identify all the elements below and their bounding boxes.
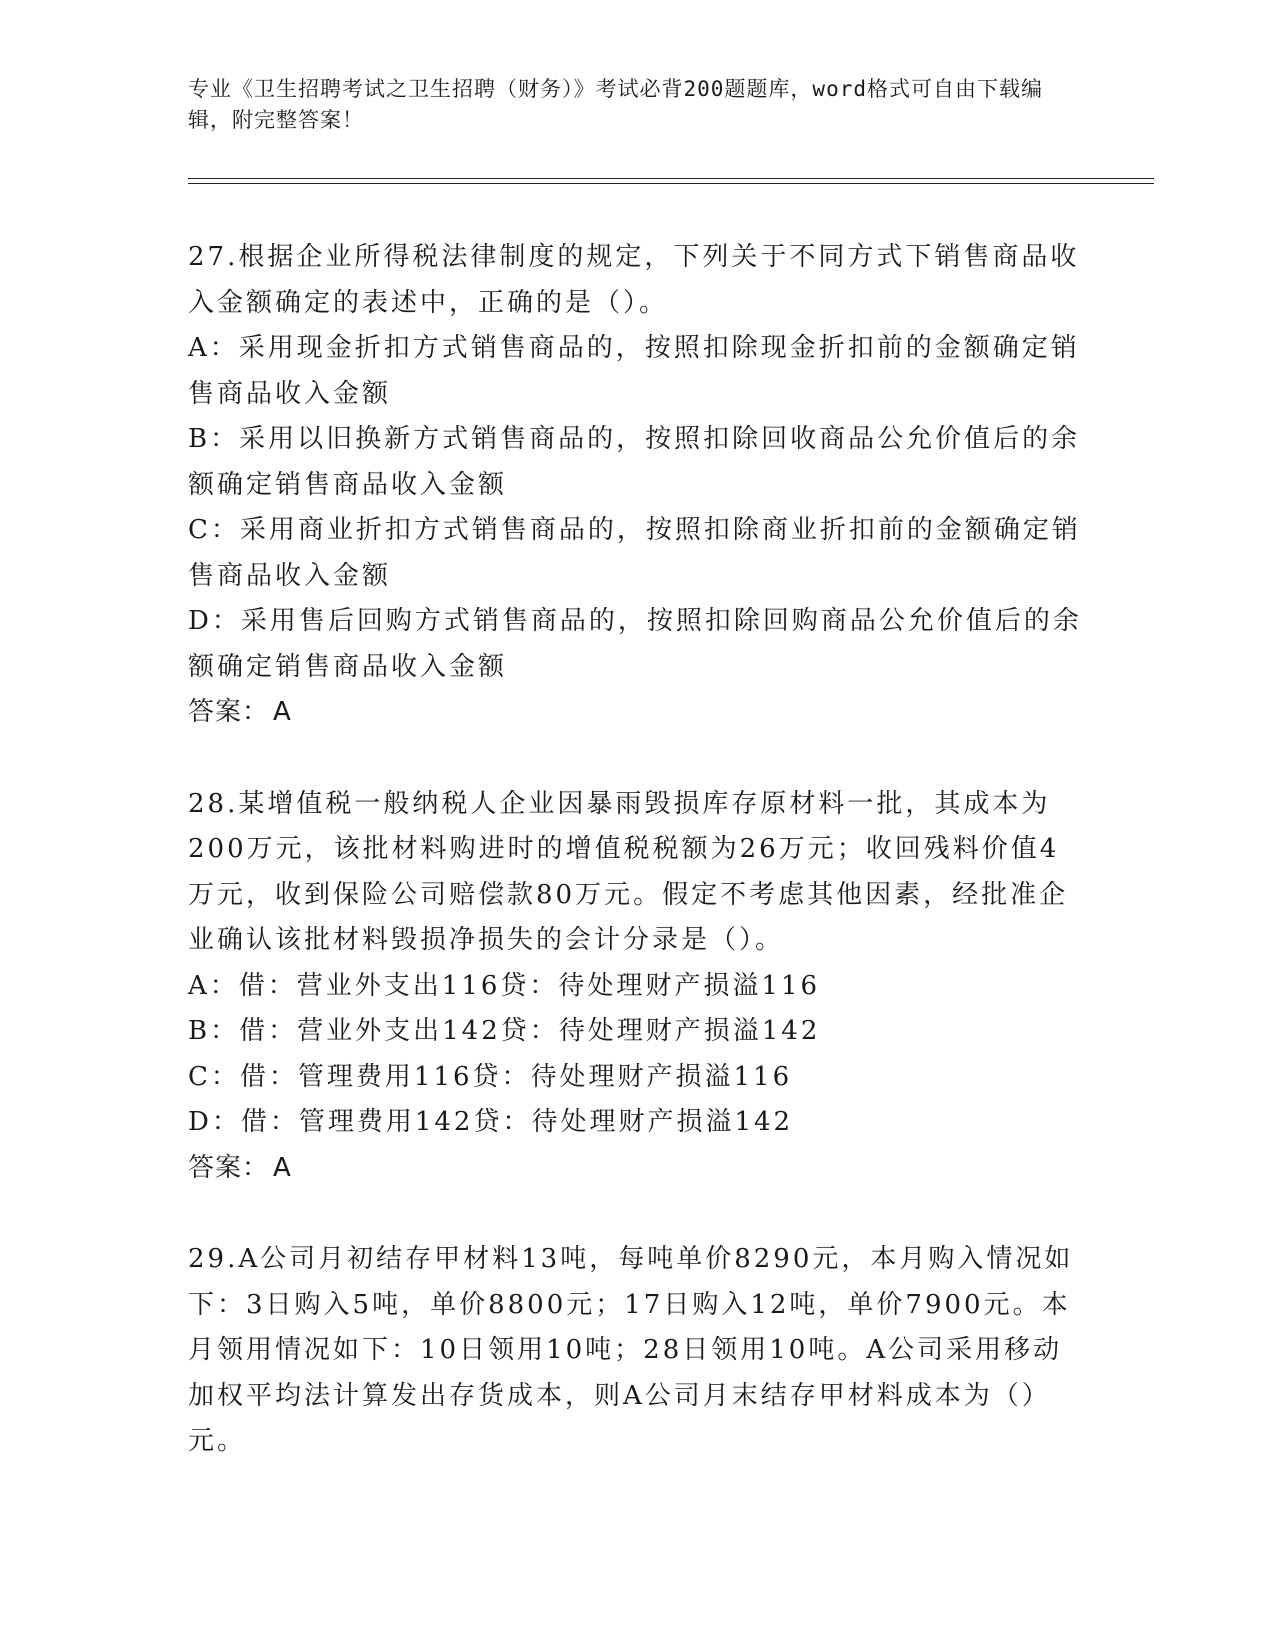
question-27 [188,235,1088,736]
question-29 [188,1237,1088,1465]
question-stem: 28.某增值税一般纳税人企业因暴雨毁损库存原材料一批，其成本为200万元，该批材料购进时的增值税税额为26万元；收回残料价值4万元，收到保险公司赔偿款80万元。假定不考虑其他因素，经批准企业确认该批材料毁损净损失的会计分录是（）。 [188,788,1069,955]
answer-label: 答案： [188,697,270,727]
option-d: D：采用售后回购方式销售商品的，按照扣除回购商品公允价值后的余额确定销售商品收入金额 [188,606,1082,682]
option-c: C：借：管理费用116贷：待处理财产损溢116 [188,1061,793,1092]
option-c: C：采用商业折扣方式销售商品的，按照扣除商业折扣前的金额确定销售商品收入金额 [188,515,1081,591]
header-divider-top [188,178,1154,179]
answer-value: A [273,697,292,727]
header-divider-bottom [188,183,1154,184]
answer-line [188,1146,1088,1192]
answer-label: 答案： [188,1152,270,1183]
question-list [188,235,1088,1511]
option-b: B：采用以旧换新方式销售商品的，按照扣除回收商品公允价值后的余额确定销售商品收入金额 [188,424,1081,500]
answer-value: A [273,1152,292,1183]
option-b: B：借：营业外支出142贷：待处理财产损溢142 [188,1016,821,1046]
question-stem: 29.A公司月初结存甲材料13吨，每吨单价8290元，本月购入情况如下：3日购入5吨，单价8800元；17日购入12吨，单价7900元。本月领用情况如下：10日领用10吨；28日领用10吨。A公司采用移动加权平均法计算发出存货成本，则A公司月末结存甲材料成本为（）元。 [188,1244,1074,1456]
option-d: D：借：管理费用142贷：待处理财产损溢142 [188,1107,794,1137]
question-stem: 27.根据企业所得税法律制度的规定，下列关于不同方式下销售商品收入金额确定的表述中，正确的是（）。 [188,242,1080,318]
document-header: 专业《卫生招聘考试之卫生招聘（财务）》考试必背200题题库，word格式可自由下载编辑，附完整答案！ [188,77,1043,132]
answer-line [188,690,1088,736]
option-a: A：采用现金折扣方式销售商品的，按照扣除现金折扣前的金额确定销售商品收入金额 [188,333,1080,409]
question-28 [188,782,1088,1192]
option-a: A：借：营业外支出116贷：待处理财产损溢116 [188,970,821,1001]
